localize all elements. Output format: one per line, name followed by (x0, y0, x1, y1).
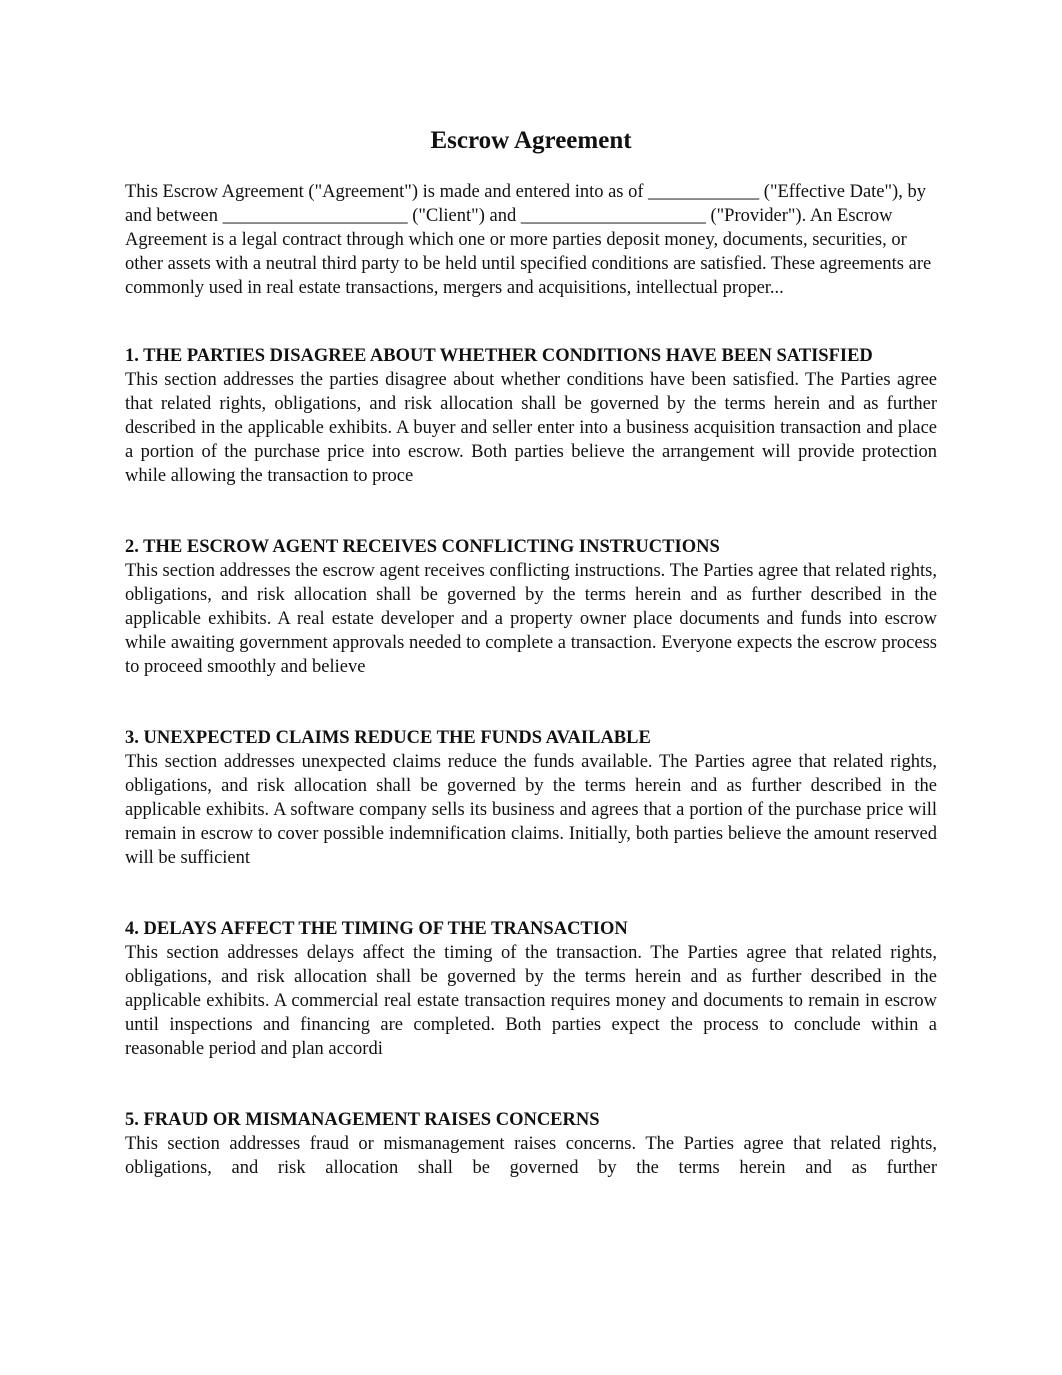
section-heading: 2. THE ESCROW AGENT RECEIVES CONFLICTING INSTRUCTIONS (125, 537, 720, 557)
section-body: This section addresses the escrow agent receives conflicting instructions. The Parties agree that related rights, obligations, and risk allocation shall be governed by the terms herein and as further described in the applicable exhibits. A real estate developer and a property owner place documents and funds into escrow while awaiting government approvals needed to complete a transaction. Everyone expects the escrow process to proceed smoothly and believe (125, 561, 937, 677)
section-5 (125, 1108, 937, 1180)
section-body: This section addresses delays affect the timing of the transaction. The Parties agree that related rights, obligations, and risk allocation shall be governed by the terms herein and as further described in the applicable exhibits. A commercial real estate transaction requires money and documents to remain in escrow until inspections and financing are completed. Both parties expect the process to conclude within a reasonable period and plan accordi (125, 943, 937, 1059)
section-heading: 5. FRAUD OR MISMANAGEMENT RAISES CONCERNS (125, 1110, 600, 1130)
section-4 (125, 917, 937, 1061)
section-3 (125, 726, 937, 870)
section-1 (125, 344, 937, 488)
document-title: Escrow Agreement (430, 127, 632, 154)
section-2 (125, 535, 937, 679)
section-body: This section addresses the parties disagree about whether conditions have been satisfied. The Parties agree that related rights, obligations, and risk allocation shall be governed by the terms herein and as further described in the applicable exhibits. A buyer and seller enter into a business acquisition transaction and place a portion of the purchase price into escrow. Both parties believe the arrangement will provide protection while allowing the transaction to proce (125, 370, 937, 486)
section-heading: 1. THE PARTIES DISAGREE ABOUT WHETHER CONDITIONS HAVE BEEN SATISFIED (125, 346, 873, 366)
intro-paragraph: This Escrow Agreement ("Agreement") is made and entered into as of ____________ ("Effective Date"), by and between ____________________ ("Client") and ____________________ ("Provider"). An Escrow Agreement is a legal contract through which one or more parties deposit money, documents, securities, or other assets with a neutral third party to be held until specified conditions are satisfied. These agreements are commonly used in real estate transactions, mergers and acquisitions, intellectual proper... (125, 182, 932, 298)
section-heading: 3. UNEXPECTED CLAIMS REDUCE THE FUNDS AVAILABLE (125, 728, 651, 748)
document-page (125, 122, 937, 1180)
section-heading: 4. DELAYS AFFECT THE TIMING OF THE TRANSACTION (125, 919, 628, 939)
section-body: This section addresses unexpected claims reduce the funds available. The Parties agree that related rights, obligations, and risk allocation shall be governed by the terms herein and as further described in the applicable exhibits. A software company sells its business and agrees that a portion of the purchase price will remain in escrow to cover possible indemnification claims. Initially, both parties believe the amount reserved will be sufficient (125, 752, 937, 868)
section-body: This section addresses fraud or mismanagement raises concerns. The Parties agree that related rights, obligations, and risk allocation shall be governed by the terms herein and as further (125, 1134, 937, 1178)
